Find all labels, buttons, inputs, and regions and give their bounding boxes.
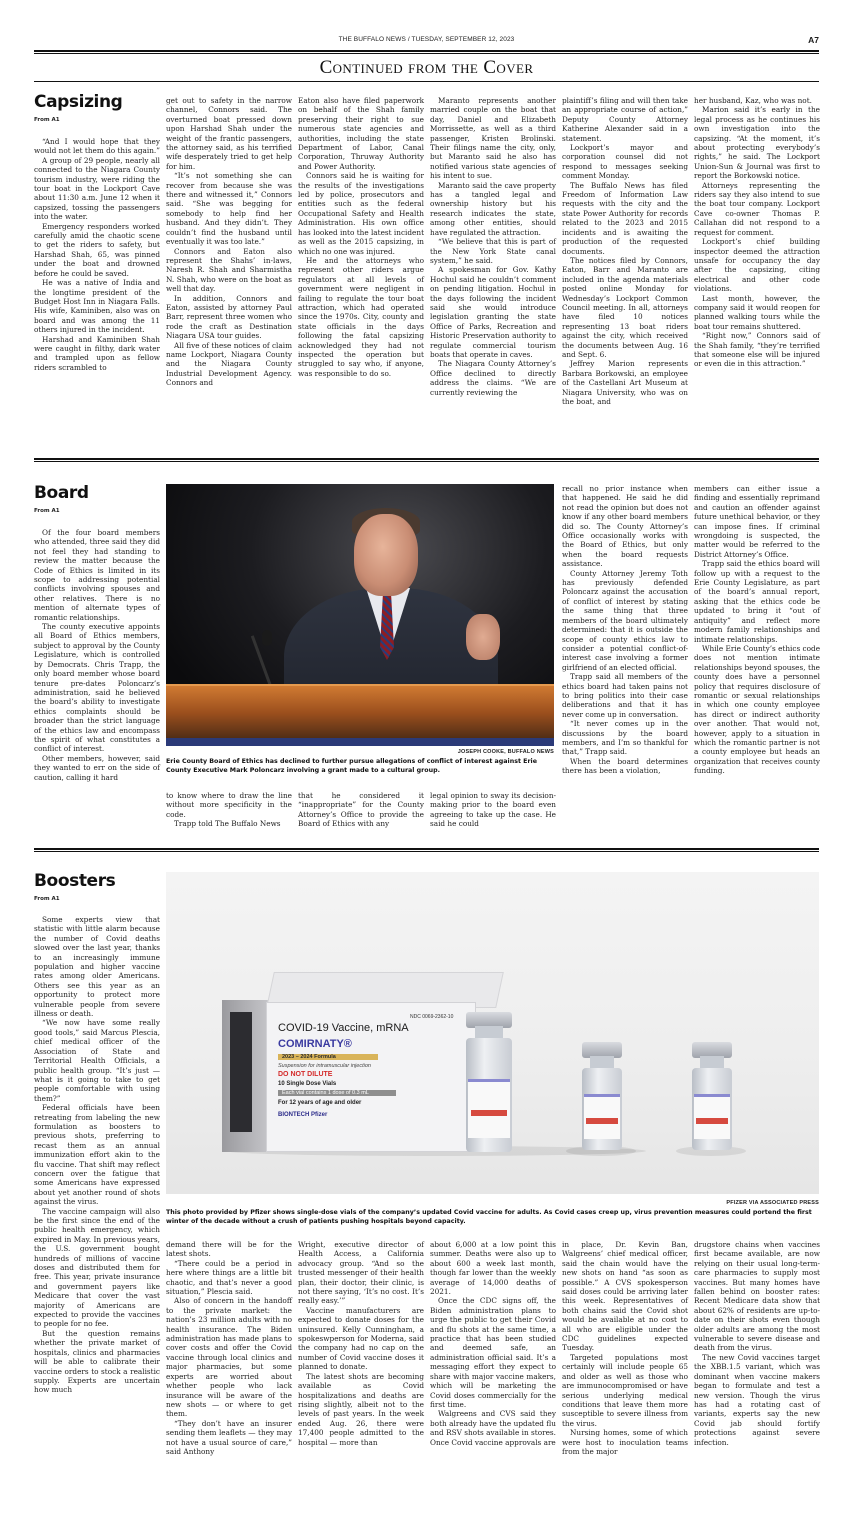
paragraph: A group of 29 people, nearly all connected to the Niagara County tourism industry, were riding the tour boat in the Lockport Cave about 11:30 a.m. June 12 when it capsized, tossing the passengers into the water. xyxy=(34,155,160,222)
boosters-col-5 xyxy=(562,1240,688,1456)
vaccine-vial-large xyxy=(466,1012,512,1152)
box-suspension: Suspension for intramuscular injection xyxy=(278,1063,371,1069)
headline-board[interactable]: Board xyxy=(34,483,89,503)
photo-subject-hand xyxy=(466,614,500,660)
boosters-col-3 xyxy=(298,1240,424,1447)
paragraph: While Erie County’s ethics code does not mention intimate relationships beyond spouses, the county does have a personnel policy that requires disclosure of romantic or sexual relationships in which one county employee has direct or indirect authority over another. That would not, however, apply to a situation in which the romantic partner is not a county employee but heads an organization that receives county funding. xyxy=(694,643,821,776)
capsizing-col-2 xyxy=(166,96,292,388)
paragraph: “It never comes up in the discussions by the board members, and I’m so thankful for that,” Trapp said. xyxy=(562,719,688,757)
paragraph: Lockport’s mayor and corporation counsel did not respond to messages seeking comment Monday. xyxy=(562,143,688,181)
capsizing-col-3 xyxy=(298,96,424,378)
paragraph: Federal officials have been retreating from labeling the new formulation as boosters to previous shots, preferring to recast them as an annual immunization effort akin to the flu vaccine. That shift may reflect concern over the fatigue that some Americans have expressed about yet another round of shots against the virus. xyxy=(34,1103,160,1207)
paragraph: demand there will be for the latest shots. xyxy=(166,1240,292,1259)
capsizing-col-6 xyxy=(694,96,820,369)
paragraph: All five of these notices of claim name Lockport, Niagara County and the Niagara County Industrial Development Agency. Connors and xyxy=(166,340,292,388)
headline-capsizing[interactable]: Capsizing xyxy=(34,92,123,112)
board-col-4 xyxy=(430,791,556,829)
paragraph: The county executive appoints all Board of Ethics members, subject to approval by the County Legislature, which is controlled by Democrats. Chris Trapp, the only board member whose board tenure pre-dates Poloncarz’s administration, said he believed the board’s ability to investigate ethics complaints should be broader than the strict language of the ethics law and encompass the spirit of what constitutes a conflict of interest. xyxy=(34,622,160,754)
section-title: Continued from the Cover xyxy=(319,57,534,78)
paragraph: Of the four board members who attended, three said they did not feel they had standing to review the matter because the Code of Ethics is limited in its scope to addressing potential conflicts involving spouses and other relatives. There is no mention of alternate types of romantic relationships. xyxy=(34,528,160,622)
box-do-not-dilute: DO NOT DILUTE xyxy=(278,1071,333,1078)
photo-subject-face xyxy=(354,514,418,596)
paragraph: A spokesman for Gov. Kathy Hochul said he couldn’t comment on pending litigation. Hochul in the days following the incident said she would introduce legislation granting the state Office of Parks, Recreation and Historic Preservation authority to regulate commercial tourism boats that operate in caves. xyxy=(430,265,556,359)
vaccine-box-side-label xyxy=(230,1012,252,1132)
paragraph: to know where to draw the line without more specificity in the code. xyxy=(166,791,292,819)
paragraph: When the board determines there has been a violation, xyxy=(562,756,688,776)
boosters-col-6 xyxy=(694,1240,820,1447)
capsizing-col-5 xyxy=(562,96,688,406)
box-formula: 2023 – 2024 Formula xyxy=(278,1054,378,1060)
boosters-col-1 xyxy=(34,915,160,1395)
paragraph: The vaccine campaign will also be the first since the end of the public health emergency, which expired in May. In previous years, the U.S. government bought hundreds of millions of vaccine doses and distributed them for free. This year, private insurance and government payers like Medicare that cover the vast majority of Americans are expected to provide the vaccines to people for no fee. xyxy=(34,1206,160,1329)
paragraph: about 6,000 at a low point this summer. Deaths were also up to about 600 a week last month, though far lower than the weekly average of 14,000 deaths of 2021. xyxy=(430,1240,556,1297)
paragraph: Jeffrey Marion represents Barbara Borkowski, an employee of the Castellani Art Museum at Niagara University, who was on the boat, and xyxy=(562,359,688,406)
paragraph: Nursing homes, some of which were host to inoculation teams from the major xyxy=(562,1428,688,1456)
paragraph: get out to safety in the narrow channel, Connors said. The overturned boat pressed down upon Harshad Shah under the weight of the frantic passengers, the attorney said, as his terrified wife desperately tried to get help for him. xyxy=(166,96,292,171)
boosters-col-4 xyxy=(430,1240,556,1447)
page-number: A7 xyxy=(808,35,819,45)
board-col-3 xyxy=(298,791,424,829)
box-dose: Each vial contains 1 dose of 0.3 mL xyxy=(278,1090,396,1096)
jump-line[interactable]: From A1 xyxy=(34,508,60,514)
paragraph: “We now have some really good tools,” said Marcus Plescia, chief medical officer of the Association of State and Territorial Health Officials, a public health group. “It’s just — what is it going to take to get people comfortable with using them?” xyxy=(34,1018,160,1103)
paragraph: “There could be a period in here where things are a little bit chaotic, and that’s never a good situation,” Plescia said. xyxy=(166,1258,292,1297)
paragraph: Connors and Eaton also represent the Shahs’ in-laws, Naresh R. Shah and Sharmistha N. Shah, who were on the boat as well that day. xyxy=(166,246,292,294)
paragraph: County Attorney Jeremy Toth has previously defended Poloncarz against the accusation of conflict of interest by stating the same thing that three members of the board ultimately determined: that it is outside the scope of county ethics law to consider a potential conflict-of-interest case involving a former girlfriend of an elected official. xyxy=(562,568,688,672)
boosters-col-2 xyxy=(166,1240,292,1456)
podium-trim xyxy=(166,738,554,746)
photo-caption: Erie County Board of Ethics has declined to further pursue allegations of conflict of interest against Erie County Executive Mark Poloncarz involving a grant made to a cultural group. xyxy=(166,758,537,774)
paragraph: The new Covid vaccines target the XBB.1.5 variant, which was dominant when vaccine makers began to formulate and test a new version. Though the virus has had a rotating cast of variants, experts say the new Covid jab should fortify protections against severe infection. xyxy=(694,1352,820,1447)
paragraph: members can either issue a finding and essentially reprimand and caution an offender against future unethical behavior, or they can impose fines. If criminal wrongdoing is suspected, the matter would be referred to the District Attorney’s Office. xyxy=(694,484,820,559)
paragraph: Harshad and Kaminiben Shah were caught in filthy, dark water and trampled upon as fellow riders scrambled to xyxy=(34,334,160,372)
box-ndc: NDC 0069-2362-10 xyxy=(410,1014,454,1020)
paragraph: He was a native of India and the longtime president of the Budget Host Inn in Niagara Falls. His wife, Kaminiben, also was on board and was among the 11 others injured in the incident. xyxy=(34,278,160,335)
paragraph: “Right now,” Connors said of the Shah family, “they’re terrified that someone else will be injured or even die in this attraction.” xyxy=(694,331,820,369)
paragraph: Once the CDC signs off, the Biden administration plans to urge the public to get their Covid and flu shots at the same time, a practice that has been studied and deemed safe, an administration official said. It’s a messaging effort they expect to share with major vaccine makers, which will be marketing the Covid doses commercially for the first time. xyxy=(430,1296,556,1409)
paragraph: Lockport’s chief building inspector deemed the attraction unsafe for occupancy the day after the capsizing, citing electrical and other code violations. xyxy=(694,237,820,294)
jump-line[interactable]: From A1 xyxy=(34,896,60,902)
paragraph: her husband, Kaz, who was not. xyxy=(694,96,812,105)
paragraph: The Niagara County Attorney’s Office declined to directly address the claims. “We are currently reviewing the xyxy=(430,359,556,397)
paragraph: Walgreens and CVS said they both already have the updated flu and RSV shots available in stores. Once Covid vaccine approvals are xyxy=(430,1409,556,1447)
jump-line[interactable]: From A1 xyxy=(34,117,60,123)
paragraph: that he considered it “inappropriate” for the County Attorney’s Office to provide the Board of Ethics with any xyxy=(298,791,424,829)
board-col-2 xyxy=(166,791,292,829)
capsizing-col-4 xyxy=(430,96,556,397)
paragraph: The latest shots are becoming available as Covid hospitalizations and deaths are rising slightly, albeit not to the levels of past years. In the week ended Aug. 26, there were 17,400 people admitted to the hospital — more than xyxy=(298,1371,424,1447)
paragraph: Some experts view that statistic with little alarm because the number of Covid deaths slowed over the last year, thanks to an increasingly immune population and higher vaccine rates among older Americans. Others see this year as an opportunity to protect more vulnerable people from severe illness or death. xyxy=(34,915,160,1019)
board-col-1 xyxy=(34,528,160,782)
paragraph: He and the attorneys who represent other riders argue regulators at all levels of government were negligent in failing to regulate the tour boat attraction, which had operated since the 1970s. City, county and state officials in the days following the fatal capsizing acknowledged they had not inspected the operation but struggled to say who, if anyone, was responsible to do so. xyxy=(298,255,424,378)
capsizing-col-1 xyxy=(34,137,160,372)
paragraph: The Buffalo News has filed Freedom of Information Law requests with the city and the state Power Authority for records related to the 2023 and 2015 incidents and is awaiting the production of the requested documents. xyxy=(562,180,688,256)
paragraph: Targeted populations most certainly will include people 65 and older as well as those who are immunocompromised or have serious underlying medical conditions that leave them more susceptible to severe illness from the virus. xyxy=(562,1352,688,1428)
vaccine-vial-small xyxy=(692,1042,732,1150)
masthead-rule xyxy=(34,50,819,54)
photo-caption: This photo provided by Pfizer shows single-dose vials of the company’s updated Covid vaccine for adults. As Covid cases creep up, virus prevention measures could portend the first winter of the decade without a crush of patients pushing hospitals beyond capacity. xyxy=(166,1209,812,1225)
board-photo[interactable] xyxy=(166,484,554,746)
paragraph: Emergency responders worked carefully amid the chaotic scene to get the riders to safety, but Harshad Shah, 65, was pinned under the boat and drowned before he could be saved. xyxy=(34,221,160,278)
paragraph: But the question remains whether the private market of hospitals, clinics and pharmacies will be able to calibrate their vaccine orders to stock a realistic supply. Experts are uncertain how much xyxy=(34,1328,160,1395)
board-col-5 xyxy=(562,484,688,776)
box-title: COVID-19 Vaccine, mRNA xyxy=(278,1022,409,1034)
paragraph: Last month, however, the company said it would reopen for planned walking tours while the boat tour remains shuttered. xyxy=(694,293,820,331)
paragraph: drugstore chains when vaccines first became available, are now relying on their usual long-term-care pharmacies to supply most vaccines. But many homes have fallen behind on booster rates: Recent Medicare data show that about 62% of residents are up-to-date on their shots even though older adults are among the most vulnerable to severe disease and death from the virus. xyxy=(694,1240,820,1353)
paragraph: “They don’t have an insurer sending them leaflets — they may not have a usual source of care,” said Anthony xyxy=(166,1418,292,1456)
paragraph: Connors said he is waiting for the results of the investigations led by police, prosecutors and entities such as the federal Occupational Safety and Health Administration. His own office has looked into the latest incident as well as the 2015 capsizing, in which no one was injured. xyxy=(298,171,424,256)
board-col-6 xyxy=(694,484,820,776)
paragraph: Vaccine manufacturers are expected to donate doses for the uninsured. Kelly Cunningham, a spokeswperson for Moderna, said the company had no cap on the number of Covid vaccine doses it planned to donate. xyxy=(298,1305,424,1372)
paragraph: The notices filed by Connors, Eaton, Barr and Maranto are included in the agenda materials posted online Monday for Wednesday’s Lockport Common Council meeting. In all, attorneys have filed 10 notices representing 13 boat riders against the city, which received the documents between Aug. 16 and Sept. 6. xyxy=(562,255,688,359)
box-vial-count: 10 Single Dose Vials xyxy=(278,1081,337,1087)
paragraph: In addition, Connors and Eaton, assisted by attorney Paul Barr, represent three women who rode the craft as Destination Niagara USA tour guides. xyxy=(166,293,292,341)
dateline: THE BUFFALO NEWS / TUESDAY, SEPTEMBER 12, 2023 xyxy=(338,36,515,43)
paragraph: Trapp told The Buffalo News xyxy=(174,819,281,829)
paragraph: “It’s not something she can recover from because she was there and witnessed it,” Connors said. “She was begging for somebody to help find her husband. And they didn’t. They couldn’t find the husband until eventually it was too late.” xyxy=(166,171,292,247)
section-rule xyxy=(34,81,819,82)
story-divider xyxy=(34,458,819,462)
paragraph: plaintiff’s filing and will then take an appropriate course of action,” Deputy County Attorney Katherine Alexander said in a statement. xyxy=(562,96,688,143)
paragraph: in place, Dr. Kevin Ban, Walgreens’ chief medical officer, said the chain would have the new shots on hand “as soon as possible.” A CVS spokesperson said doses could be arriving later this week. Representatives of both chains said the Covid shot would be available at no cost to all who are eligible under the CDC guidelines expected Tuesday. xyxy=(562,1240,688,1353)
paragraph: “And I would hope that they would not let them do this again.” xyxy=(34,137,160,156)
vaccine-vial-medium xyxy=(582,1042,622,1150)
box-brand: COMIRNATY® xyxy=(278,1038,352,1050)
vaccine-photo[interactable] xyxy=(166,872,819,1194)
paragraph: Maranto represents another married couple on the boat that day, Daniel and Elizabeth Morrissette, as well as a third passenger, Kristen Brolinski. Their filings name the city, only, but Maranto said he also has notified various state agencies of his intent to sue. xyxy=(430,96,556,181)
paragraph: Marion said it’s early in the legal process as he continues his own investigation into the capsizing. “At the moment, it’s about protecting everybody’s rights,” he said. The Lockport Union-Sun & Journal was first to report the Borkowski notice. xyxy=(694,105,820,181)
paragraph: Other members, however, said they wanted to err on the side of caution, calling it hard xyxy=(34,753,160,782)
paragraph: recall no prior instance when that happened. He said he did not read the opinion but does not know if any other board members did so. The County Attorney’s Office occasionally works with the Board of Ethics, but only when the board requests assistance. xyxy=(562,484,688,569)
paragraph: Trapp said the ethics board will follow up with a request to the Erie County Legislature, as part of the board’s annual report, asking that the ethics code be updated to bring it “out of antiquity” and reflect more modern family relationships and intimate relationships. xyxy=(694,559,820,644)
masthead xyxy=(34,36,819,48)
story-divider xyxy=(34,848,819,852)
headline-boosters[interactable]: Boosters xyxy=(34,871,116,891)
podium xyxy=(166,684,554,746)
paragraph: Eaton also have filed paperwork on behalf of the Shah family preserving their right to sue numerous state agencies and authorities, including the state Department of Labor, Canal Corporation, Thruway Authority and Power Authority. xyxy=(298,96,424,171)
paragraph: Attorneys representing the riders say they also intend to sue the boat tour company. Lockport Cave co-owner Thomas P. Callahan did not respond to a request for comment. xyxy=(694,180,820,237)
box-maker: BIONTECH Pfizer xyxy=(278,1112,328,1118)
paragraph: legal opinion to sway its decision-making prior to the board even agreeing to take up the case. He said he could xyxy=(430,791,556,829)
paragraph: Trapp said all members of the ethics board had taken pains not to bring politics into their case deliberations and that it has never come up in conversation. xyxy=(562,672,688,719)
microphone xyxy=(262,630,272,646)
paragraph: Wright, executive director of Health Access, a California advocacy group. “And so the trusted messenger of their health plan, their doctor, their clinic, is not there saying, ‘It’s no cost. It’s really easy.’” xyxy=(298,1240,424,1306)
photo-credit: JOSEPH COOKE, BUFFALO NEWS xyxy=(457,749,554,755)
paragraph: Also of concern in the handoff to the private market: the nation’s 23 million adults with no health insurance. The Biden administration has made plans to cover costs and offer the Covid vaccine through local clinics and major pharmacies, but some experts are worried about whether people who lack insurance will be aware of the new shots — or where to get them. xyxy=(166,1296,292,1419)
box-age: For 12 years of age and older xyxy=(278,1100,362,1106)
paragraph: Maranto said the cave property has a tangled legal and ownership history but his research indicates the state, among other entities, should have regulated the attraction. xyxy=(430,180,556,237)
paragraph: “We believe that this is part of the New York State canal system,” he said. xyxy=(430,237,556,265)
photo-credit: PFIZER VIA ASSOCIATED PRESS xyxy=(726,1200,819,1206)
